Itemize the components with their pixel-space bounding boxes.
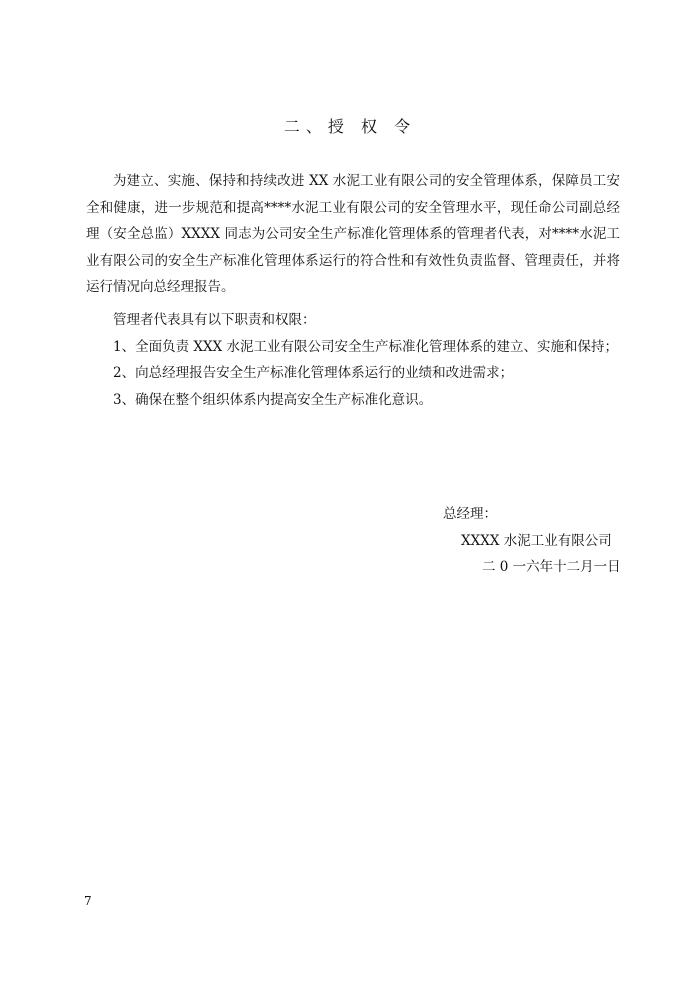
duty-item-3: 3、确保在整个组织体系内提高安全生产标准化意识。 — [113, 392, 433, 408]
duties-intro: 管理者代表具有以下职责和权限： — [113, 312, 316, 328]
signature-company: XXXX 水泥工业有限公司 — [461, 533, 612, 549]
signature-label: 总经理： — [443, 506, 497, 522]
duty-item-1: 1、全面负责 XXX 水泥工业有限公司安全生产标准化管理体系的建立、实施和保持； — [113, 339, 619, 355]
signature-date: 二 0 一六年十二月一日 — [482, 559, 621, 575]
document-title: 二、授 权 令 — [283, 117, 417, 136]
duty-item-2: 2、向总经理报告安全生产标准化管理体系运行的业绩和改进需求； — [113, 365, 514, 381]
page-number: 7 — [84, 894, 92, 908]
authorization-paragraph: 为建立、实施、保持和持续改进 XX 水泥工业有限公司的安全管理体系，保障员工安全和健康，进一步规范和提高****水泥工业有限公司的安全管理水平，现任命公司副总经理（安全总监）XXXX 同志为公司安全生产标准化管理体系的管理者代表，对****水泥工业有限公司的安全生产标准化管理体系运行的符合性和有效性负责监督、管理责任，并将运行情况向总经理报告。 — [86, 173, 620, 295]
